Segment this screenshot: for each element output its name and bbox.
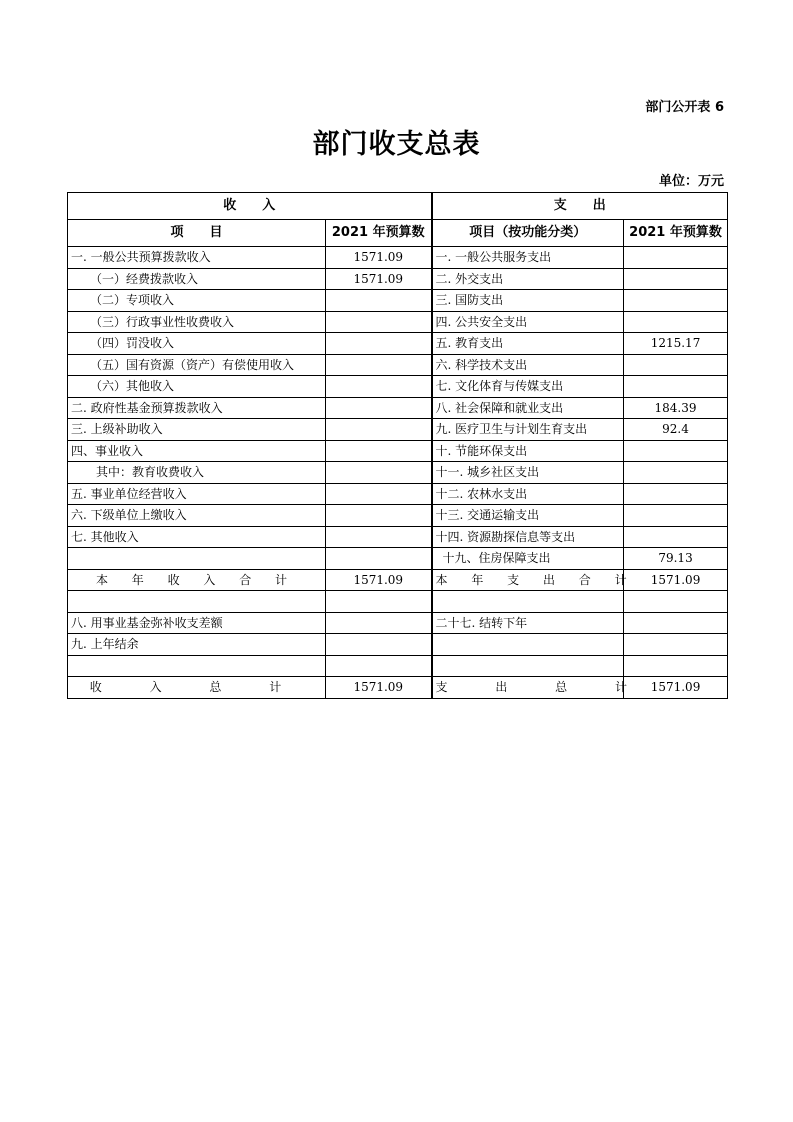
income-item: 六. 下级单位上缴收入	[68, 505, 326, 527]
expense-value	[624, 526, 728, 548]
income-grand-total-label: 收 入 总 计	[68, 677, 326, 699]
expense-value	[624, 634, 728, 656]
expense-value: 184.39	[624, 397, 728, 419]
income-item: 其中：教育收费收入	[68, 462, 326, 484]
table-header-row	[68, 193, 728, 220]
income-value	[326, 311, 432, 333]
income-item: （四）罚没收入	[68, 333, 326, 355]
expense-value	[624, 376, 728, 398]
expense-value	[624, 290, 728, 312]
table-row	[68, 419, 728, 441]
table-row	[68, 548, 728, 570]
income-total-label: 本 年 收 入 合 计	[68, 569, 326, 591]
expense-item: 十四. 资源勘探信息等支出	[432, 526, 624, 548]
expense-item: 九. 医疗卫生与计划生育支出	[432, 419, 624, 441]
expense-item: 十一. 城乡社区支出	[432, 462, 624, 484]
income-value	[326, 419, 432, 441]
income-value: 1571.09	[326, 247, 432, 269]
income-value	[326, 505, 432, 527]
table-row	[68, 311, 728, 333]
item-header: 项 目	[68, 220, 326, 247]
unit-label: 单位：万元	[658, 174, 724, 189]
expense-value	[624, 462, 728, 484]
income-value	[326, 483, 432, 505]
form-number: 部门公开表 6	[645, 100, 724, 115]
income-value	[326, 376, 432, 398]
expense-value: 79.13	[624, 548, 728, 570]
expense-item: 六. 科学技术支出	[432, 354, 624, 376]
table-row	[68, 483, 728, 505]
income-item: 八. 用事业基金弥补收支差额	[68, 612, 326, 634]
income-item: 七. 其他收入	[68, 526, 326, 548]
expense-header: 支 出	[432, 193, 728, 220]
income-value: 1571.09	[326, 268, 432, 290]
income-value	[326, 526, 432, 548]
expense-item: 三. 国防支出	[432, 290, 624, 312]
income-value	[326, 634, 432, 656]
expense-value	[624, 505, 728, 527]
income-item	[68, 591, 326, 613]
expense-item: 八. 社会保障和就业支出	[432, 397, 624, 419]
item-function-header: 项目（按功能分类）	[432, 220, 624, 247]
expense-item: 十. 节能环保支出	[432, 440, 624, 462]
expense-value	[624, 655, 728, 677]
table-row	[68, 655, 728, 677]
income-value	[326, 354, 432, 376]
income-value	[326, 548, 432, 570]
expense-value: 1571.09	[624, 569, 728, 591]
table-row	[68, 677, 728, 699]
expense-total-label: 本 年 支 出 合 计	[432, 569, 624, 591]
table-row	[68, 354, 728, 376]
expense-value	[624, 591, 728, 613]
table-row	[68, 440, 728, 462]
expense-item: 一. 一般公共服务支出	[432, 247, 624, 269]
expense-value	[624, 247, 728, 269]
income-header: 收 入	[68, 193, 432, 220]
expense-item	[432, 634, 624, 656]
income-item: 三. 上级补助收入	[68, 419, 326, 441]
page-title: 部门收支总表	[312, 129, 481, 160]
income-item: （二）专项收入	[68, 290, 326, 312]
income-value	[326, 462, 432, 484]
income-item: 九. 上年结余	[68, 634, 326, 656]
income-item: 二. 政府性基金预算拨款收入	[68, 397, 326, 419]
budget-header-right: 2021 年预算数	[624, 220, 728, 247]
table-subheader-row	[68, 220, 728, 247]
income-value	[326, 290, 432, 312]
income-item: （五）国有资源（资产）有偿使用收入	[68, 354, 326, 376]
income-value	[326, 612, 432, 634]
table-row	[68, 526, 728, 548]
expense-item: 十二. 农林水支出	[432, 483, 624, 505]
income-value: 1571.09	[326, 677, 432, 699]
table-row	[68, 397, 728, 419]
income-value	[326, 440, 432, 462]
expense-value: 1215.17	[624, 333, 728, 355]
table-row	[68, 569, 728, 591]
expense-value: 92.4	[624, 419, 728, 441]
income-item: 一. 一般公共预算拨款收入	[68, 247, 326, 269]
expense-item: 二. 外交支出	[432, 268, 624, 290]
expense-value	[624, 268, 728, 290]
table-row	[68, 591, 728, 613]
expense-item	[432, 655, 624, 677]
expense-item: 四. 公共安全支出	[432, 311, 624, 333]
table-row	[68, 247, 728, 269]
table-row	[68, 268, 728, 290]
income-item	[68, 655, 326, 677]
expense-item: 七. 文化体育与传媒支出	[432, 376, 624, 398]
expense-value: 1571.09	[624, 677, 728, 699]
expense-grand-total-label: 支 出 总 计	[432, 677, 624, 699]
table-row	[68, 290, 728, 312]
expense-item: 十三. 交通运输支出	[432, 505, 624, 527]
income-expense-table	[67, 192, 728, 699]
expense-value	[624, 354, 728, 376]
table-row	[68, 505, 728, 527]
expense-item: 二十七. 结转下年	[432, 612, 624, 634]
income-value: 1571.09	[326, 569, 432, 591]
expense-value	[624, 612, 728, 634]
income-item: 五. 事业单位经营收入	[68, 483, 326, 505]
table-row	[68, 462, 728, 484]
expense-item: 五. 教育支出	[432, 333, 624, 355]
table-row	[68, 612, 728, 634]
income-item: （一）经费拨款收入	[68, 268, 326, 290]
table-row	[68, 634, 728, 656]
expense-value	[624, 440, 728, 462]
income-item: （六）其他收入	[68, 376, 326, 398]
income-item: （三）行政事业性收费收入	[68, 311, 326, 333]
income-value	[326, 333, 432, 355]
table-row	[68, 333, 728, 355]
expense-item: 十九、住房保障支出	[432, 548, 624, 570]
expense-item	[432, 591, 624, 613]
income-value	[326, 591, 432, 613]
income-value	[326, 397, 432, 419]
expense-value	[624, 311, 728, 333]
table-row	[68, 376, 728, 398]
income-item	[68, 548, 326, 570]
income-item: 四、事业收入	[68, 440, 326, 462]
budget-header-left: 2021 年预算数	[326, 220, 432, 247]
expense-value	[624, 483, 728, 505]
income-value	[326, 655, 432, 677]
